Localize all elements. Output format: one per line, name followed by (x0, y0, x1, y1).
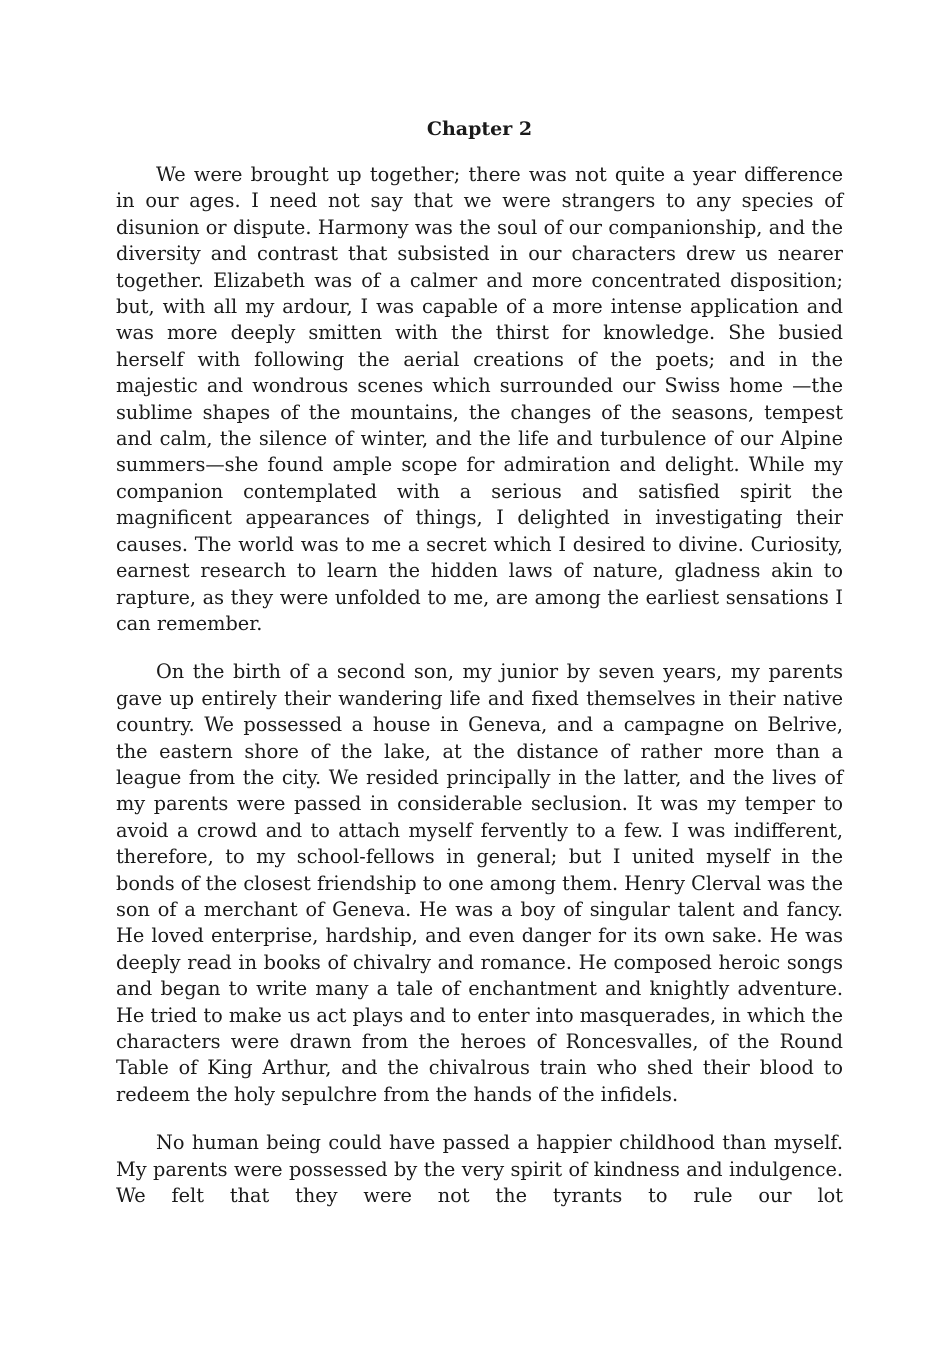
book-page (116, 114, 843, 1231)
chapter-title: Chapter 2 (426, 118, 533, 140)
paragraph-1: We were brought up together; there was not quite a year difference in our ages. I need not say that we were strangers to any species of disunion or dispute. Harmony was the soul of our companionship, and the diversity and contrast that subsisted in our characters drew us nearer together. Elizabeth was of a calmer and more concentrated disposition; but, with all my ardour, I was capable of a more intense application and was more deeply smitten with the thirst for knowledge. She busied herself with following the aerial creations of the poets; and in the majestic and wondrous scenes which surrounded our Swiss home —the sublime shapes of the mountains, the changes of the seasons, tempest and calm, the silence of winter, and the life and turbulence of our Alpine summers—she found ample scope for admiration and delight. While my companion contemplated with a serious and satisfied spirit the magnificent appearances of things, I delighted in investigating their causes. The world was to me a secret which I desired to divine. Curiosity, earnest research to learn the hidden laws of nature, gladness akin to rapture, as they were unfolded to me, are among the earliest sensations I can remember. (116, 163, 843, 635)
paragraph-2: On the birth of a second son, my junior by seven years, my parents gave up entirely their wandering life and fixed themselves in their native country. We possessed a house in Geneva, and a campagne on Belrive, the eastern shore of the lake, at the distance of rather more than a league from the city. We resided principally in the latter, and the lives of my parents were passed in considerable seclusion. It was my temper to avoid a crowd and to attach myself fervently to a few. I was indifferent, therefore, to my school-fellows in general; but I united myself in the bonds of the closest friendship to one among them. Henry Clerval was the son of a merchant of Geneva. He was a boy of singular talent and fancy. He loved enterprise, hardship, and even danger for its own sake. He was deeply read in books of chivalry and romance. He composed heroic songs and began to write many a tale of enchantment and knightly adventure. He tried to make us act plays and to enter into masquerades, in which the characters were drawn from the heroes of Roncesvalles, of the Round Table of King Arthur, and the chivalrous train who shed their blood to redeem the holy sepulchre from the hands of the infidels. (116, 660, 843, 1106)
paragraph-3: No human being could have passed a happier childhood than myself. My parents were possessed by the very spirit of kindness and indulgence. We felt that they were not the tyrants to rule our lot (116, 1131, 843, 1208)
